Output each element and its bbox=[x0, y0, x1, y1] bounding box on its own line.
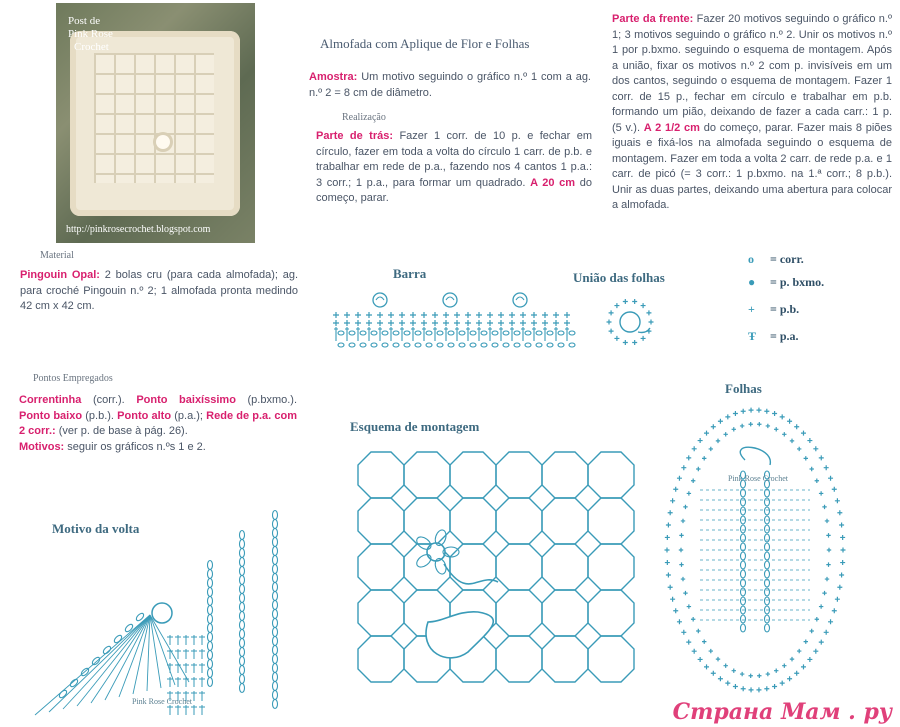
frente-text1: Fazer 20 motivos seguindo o gráfico n.º 1; 3 motivos seguindo o gráfico n.º 2. Unir os motivos n.º 1 por p.bxmo. seguindo o esquema de montagem. Após a união, fixar os motivos n.º 2 com p. invisíveis em um dos cantos, seguindo o esquema de montagem. Fazer 1 corr. de 15 p., fechar em círculo e trabalhar em p.b. formando um pião, deixando de fazer a cada carr.: 1 p. (5 v.). bbox=[612, 13, 892, 134]
baixo-abbr: (p.b.). bbox=[85, 409, 114, 422]
motivo-volta-diagram bbox=[30, 505, 290, 727]
motivo-title: Motivo da volta bbox=[52, 521, 140, 536]
esquema-title: Esquema de montagem bbox=[350, 419, 480, 434]
photo-url: http://pinkrosecrochet.blogspot.com bbox=[66, 224, 211, 235]
folhas-diagram bbox=[655, 400, 865, 685]
slip-stitch-icon: ● bbox=[748, 275, 756, 289]
rede-label: Rede de p.a. com 2 corr.: bbox=[19, 409, 297, 437]
barra-title: Barra bbox=[393, 266, 427, 281]
material-text: 2 bolas cru (para cada almofada); ag. para croché Pingouin n.º 2; 1 almofada pronta medindo 42 cm x 42 cm. bbox=[20, 269, 298, 312]
alto-abbr: (p.a.); bbox=[174, 409, 203, 422]
chain-symbol-icon: o bbox=[748, 252, 754, 266]
tras-text: Fazer 1 corr. de 10 p. e fechar em círculo, fazer em toda a volta do círculo 1 carr. de p.b. e trabalhar em rede de p.a., fazendo nos 4 cantos 1 p.a.: 3 corr.; 1 p.a., para formar um quadrado. bbox=[316, 130, 592, 189]
uniao-title: União das folhas bbox=[573, 270, 665, 285]
photo-post-label: Post de bbox=[68, 15, 101, 27]
flower-applique bbox=[156, 135, 170, 149]
pillow-image bbox=[70, 31, 240, 216]
motivos-text: seguir os gráficos n.ºs 1 e 2. bbox=[67, 440, 206, 453]
frente-text2: do começo, parar. Fazer mais 8 piões iguais e fixá-los na almofada seguindo o esquema de montagem. Fazer em toda a volta 2 carr. de rede p.a. e 1 carr. de picó (= 3 corr.: 1 p.bxmo. na 1.ª corr.; 8 p.b.). Unir as duas partes, deixando uma abertura para colocar a almofada. bbox=[612, 121, 893, 211]
material-heading: Material bbox=[40, 250, 74, 261]
alto-label: Ponto alto bbox=[117, 409, 172, 422]
pontos-paragraph bbox=[19, 393, 297, 455]
material-label: Pingouin Opal: bbox=[20, 269, 100, 281]
motivo-credit: Pink Rose Crochet bbox=[132, 697, 192, 706]
frente-bold: A 2 1/2 cm bbox=[643, 121, 700, 134]
tras-end: do começo, parar. bbox=[316, 176, 592, 204]
legend-corr: o = corr. bbox=[748, 252, 804, 266]
site-watermark: Страна Мам . ру bbox=[672, 699, 892, 725]
pillow-photo bbox=[56, 3, 255, 243]
baixissimo-abbr: (p.bxmo.). bbox=[247, 394, 298, 406]
barra-diagram bbox=[330, 285, 580, 355]
single-crochet-icon: + bbox=[748, 302, 755, 316]
baixissimo-label: Ponto baixíssimo bbox=[136, 394, 236, 406]
legend-bxmo: ● = p. bxmo. bbox=[748, 275, 825, 289]
motivos-label: Motivos: bbox=[19, 440, 65, 453]
material-paragraph bbox=[20, 268, 298, 315]
tras-bold: A 20 cm bbox=[530, 176, 576, 189]
amostra-text: Um motivo seguindo o gráfico n.º 1 com a ag. n.º 2 = 8 cm de diâmetro. bbox=[309, 71, 591, 99]
frente-paragraph bbox=[612, 12, 892, 214]
amostra-label: Amostra: bbox=[309, 71, 358, 83]
folhas-credit: Pink Rose Crochet bbox=[728, 474, 788, 483]
folhas-title: Folhas bbox=[725, 381, 762, 396]
pontos-heading: Pontos Empregados bbox=[33, 373, 113, 384]
photo-brand-line2: Crochet bbox=[74, 41, 109, 53]
legend-pa: Ŧ = p.a. bbox=[748, 329, 799, 343]
double-crochet-icon: Ŧ bbox=[748, 329, 757, 343]
frente-label: Parte da frente: bbox=[612, 13, 694, 25]
realizacao-heading: Realização bbox=[342, 112, 386, 123]
legend-pb: + = p.b. bbox=[748, 302, 800, 316]
rede-text: (ver p. de base à pág. 26). bbox=[58, 425, 188, 437]
stitch-legend bbox=[748, 250, 858, 354]
photo-brand-line1: Pink Rose bbox=[68, 28, 113, 40]
correntinha-label: Correntinha bbox=[19, 394, 82, 406]
page-title: Almofada com Aplique de Flor e Folhas bbox=[320, 36, 530, 51]
esquema-montagem-diagram bbox=[358, 452, 638, 724]
tras-paragraph bbox=[316, 129, 592, 207]
correntinha-abbr: (corr.). bbox=[92, 394, 125, 406]
amostra-paragraph bbox=[309, 70, 591, 101]
uniao-diagram bbox=[600, 292, 660, 354]
baixo-label: Ponto baixo bbox=[19, 409, 83, 422]
tras-label: Parte de trás: bbox=[316, 130, 394, 142]
